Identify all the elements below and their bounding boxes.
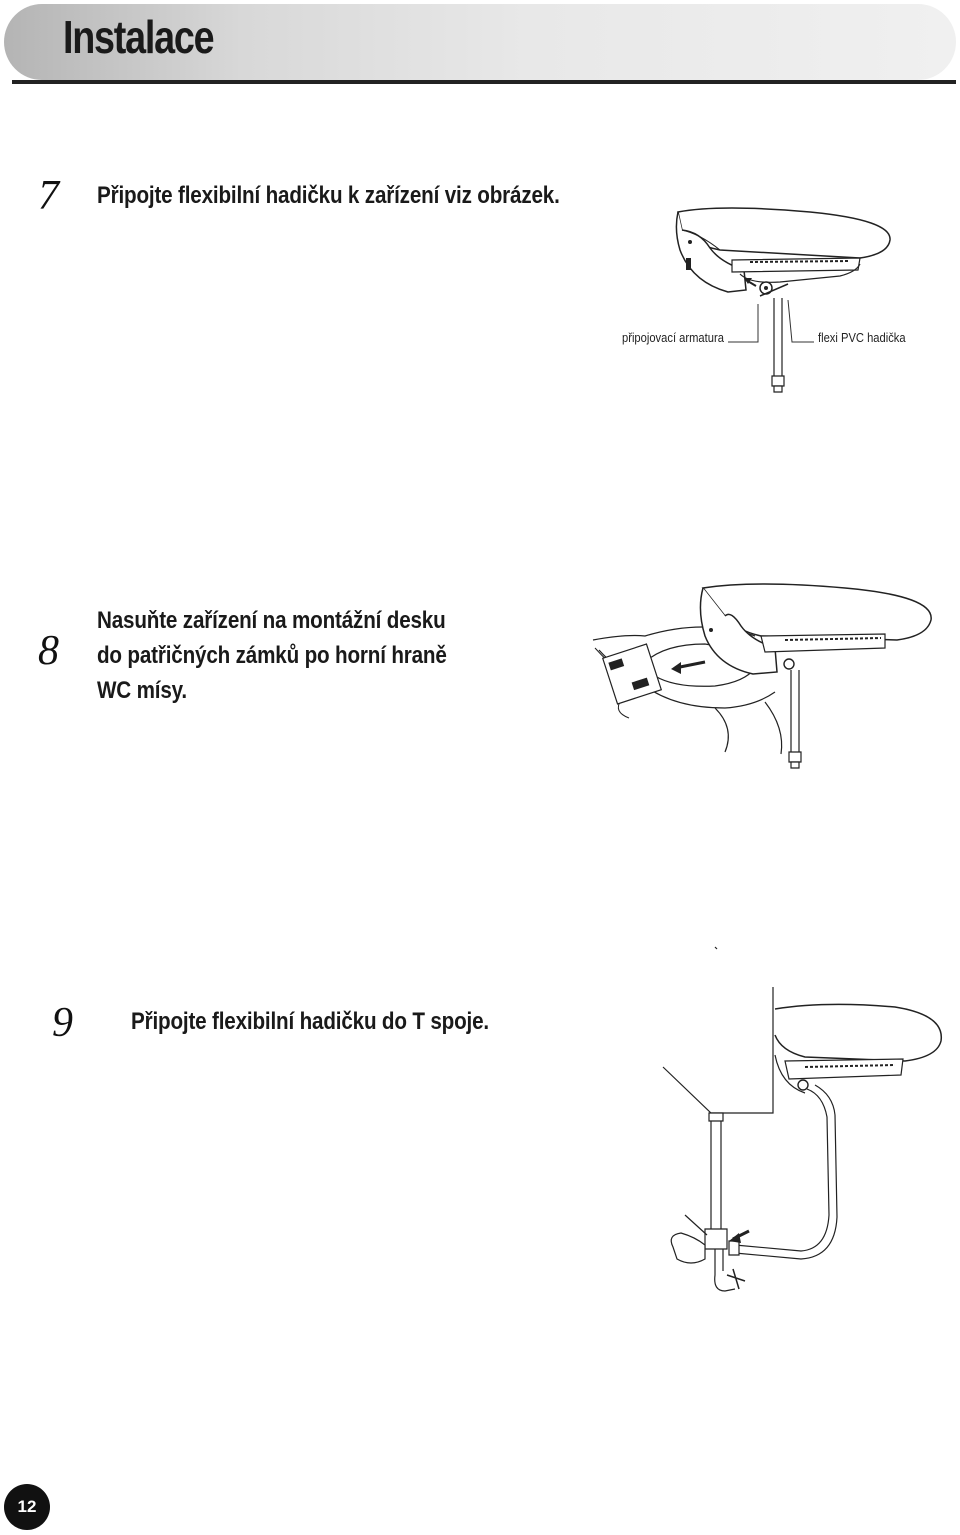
step-8-illustration [585,578,940,773]
step-9-number: 9 [52,1000,73,1046]
step-8-line-2: do patřičných zámků po horní hraně [97,642,447,669]
fitting-label: připojovací armatura [622,330,724,345]
header-divider [12,80,956,84]
page-title: Instalace [63,11,214,63]
step-7-illustration [660,200,900,400]
step-9-illustration [655,945,945,1315]
step-7-text: Připojte flexibilní hadičku k zařízení viz obrázek. [97,182,560,209]
step-8-line-3: WC mísy. [97,677,188,704]
step-8-number: 8 [38,628,59,674]
step-9-text: Připojte flexibilní hadičku do T spoje. [131,1008,489,1035]
step-8-text [97,603,447,708]
page-number-badge: 12 [4,1484,50,1530]
hose-label: flexi PVC hadička [818,330,906,345]
step-7-number: 7 [38,173,59,219]
step-8-line-1: Nasuňte zařízení na montážní desku [97,607,446,634]
